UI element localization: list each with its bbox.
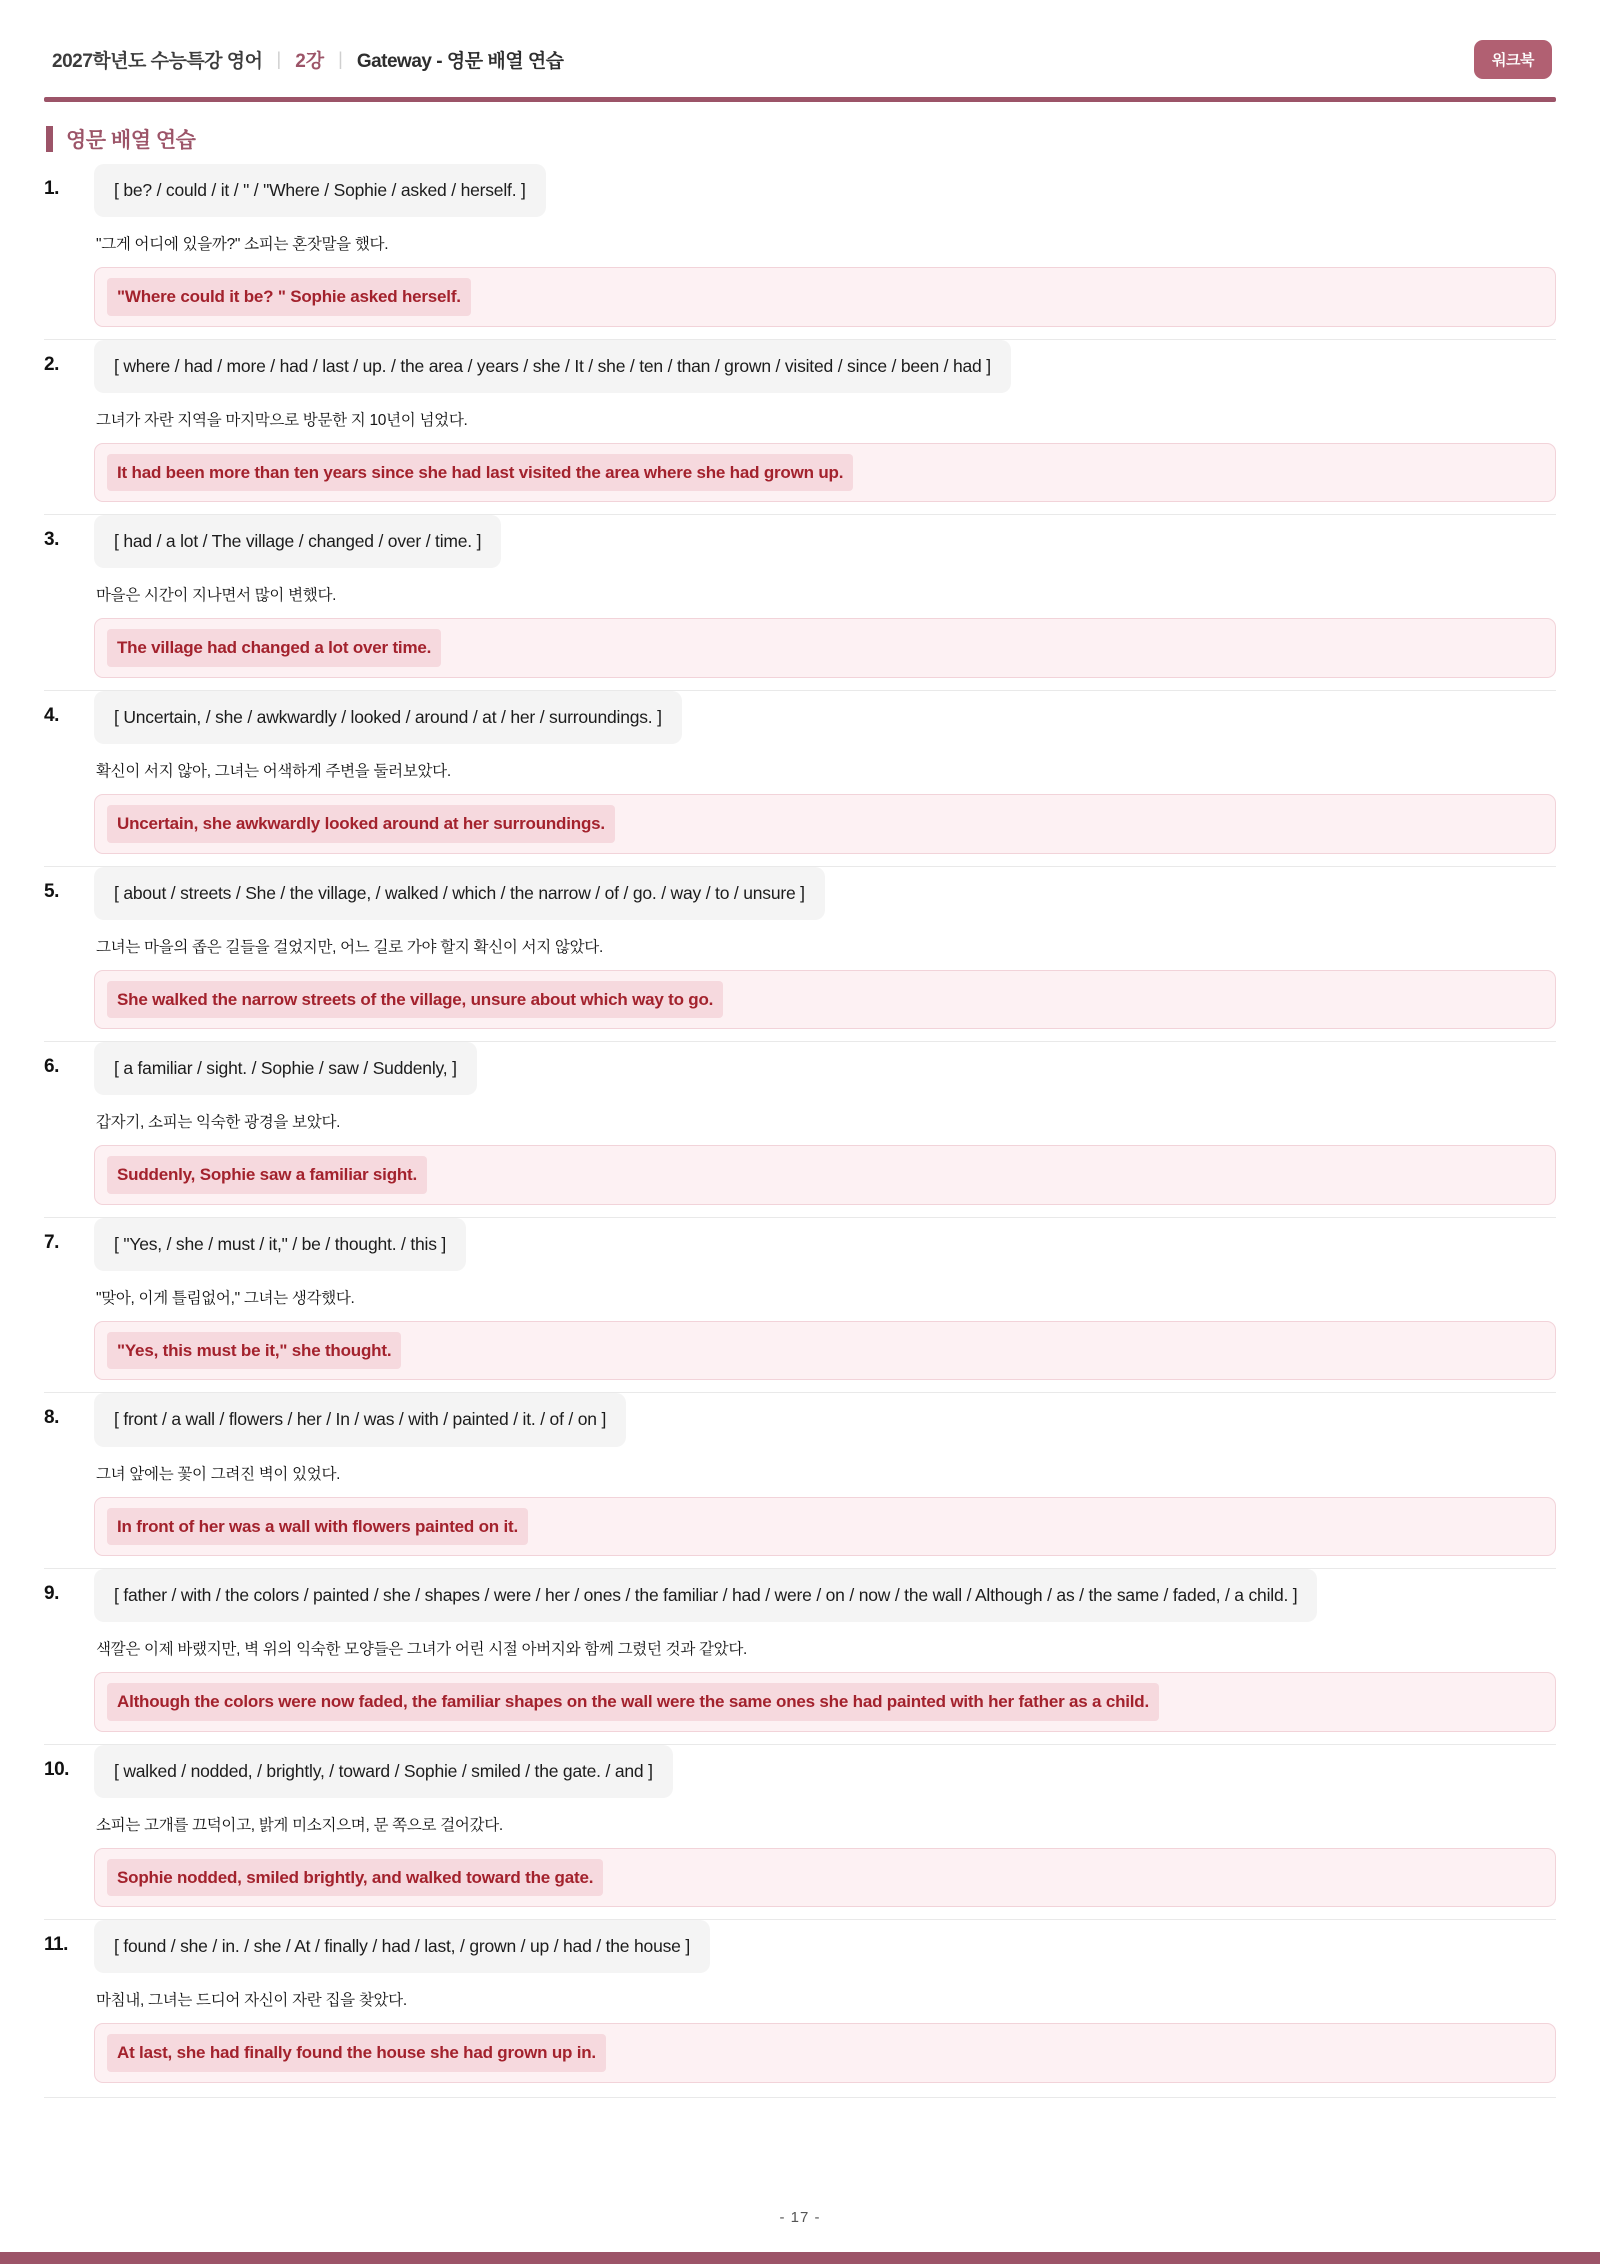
exercise-item	[44, 339, 1556, 515]
item-body	[94, 1569, 1556, 1732]
item-number: 8.	[44, 1407, 59, 1429]
header-divider: |	[276, 49, 282, 69]
answer-box	[94, 443, 1556, 503]
answer-box	[94, 267, 1556, 327]
korean-translation: 그녀 앞에는 꽃이 그려진 벽이 있었다.	[96, 1465, 341, 1483]
answer-box	[94, 970, 1556, 1030]
item-number: 6.	[44, 1056, 59, 1078]
korean-translation: 마을은 시간이 지나면서 많이 변했다.	[96, 587, 337, 605]
exercise-item	[44, 1568, 1556, 1744]
section-title: 영문 배열 연습	[66, 129, 196, 152]
answer-sentence: "Yes, this must be it," she thought.	[107, 1332, 401, 1370]
page-header	[44, 34, 1556, 97]
item-number: 10.	[44, 1758, 69, 1780]
scrambled-words-box: [ "Yes, / she / must / it," / be / thought. / this ]	[94, 1218, 466, 1271]
item-body	[94, 1393, 1556, 1556]
item-body	[94, 1745, 1556, 1908]
exercise-item	[44, 1217, 1556, 1393]
course-title: 2027학년도 수능특강 영어	[52, 51, 263, 72]
answer-sentence: At last, she had finally found the house she had grown up in.	[107, 2034, 606, 2072]
answer-box	[94, 1848, 1556, 1908]
scrambled-words-box: [ father / with / the colors / painted / she / shapes / were / her / ones / the familiar / had / were / on / now / the wall / Although / as / the same / faded, / a child. ]	[94, 1569, 1317, 1622]
item-body	[94, 164, 1556, 327]
scrambled-words-box: [ Uncertain, / she / awkwardly / looked / around / at / her / surroundings. ]	[94, 691, 682, 744]
answer-box	[94, 618, 1556, 678]
exercise-item	[44, 164, 1556, 339]
item-body	[94, 515, 1556, 678]
item-body	[94, 691, 1556, 854]
item-number: 2.	[44, 353, 59, 375]
exercise-item	[44, 1392, 1556, 1568]
item-body	[94, 867, 1556, 1030]
item-body	[94, 1218, 1556, 1381]
item-number: 9.	[44, 1583, 59, 1604]
scrambled-words-box: [ had / a lot / The village / changed / over / time. ]	[94, 515, 501, 568]
answer-sentence: In front of her was a wall with flowers painted on it.	[107, 1508, 528, 1546]
scrambled-words-box: [ front / a wall / flowers / her / In / was / with / painted / it. / of / on ]	[94, 1393, 626, 1446]
unit-title: Gateway - 영문 배열 연습	[356, 51, 564, 72]
korean-translation: 그녀가 자란 지역을 마지막으로 방문한 지 10년이 넘었다.	[96, 411, 468, 429]
scrambled-words-box: [ about / streets / She / the village, / walked / which / the narrow / of / go. / way / to / unsure ]	[94, 867, 825, 920]
scrambled-words-box: [ a familiar / sight. / Sophie / saw / Suddenly, ]	[94, 1042, 477, 1095]
section-accent-bar	[46, 126, 53, 152]
item-body	[94, 340, 1556, 503]
korean-translation: "그게 어디에 있을까?" 소피는 혼잣말을 했다.	[96, 236, 389, 254]
scrambled-words-box: [ found / she / in. / she / At / finally / had / last, / grown / up / had / the house ]	[94, 1920, 710, 1973]
korean-translation: 갑자기, 소피는 익숙한 광경을 보았다.	[96, 1114, 341, 1132]
end-rule	[44, 2097, 1556, 2098]
korean-translation: 그녀는 마을의 좁은 길들을 걸었지만, 어느 길로 가야 할지 확신이 서지 않았다.	[96, 938, 603, 956]
korean-translation: 마침내, 그녀는 드디어 자신이 자란 집을 찾았다.	[96, 1992, 407, 2010]
header-rule	[44, 97, 1556, 102]
answer-sentence: Uncertain, she awkwardly looked around at her surroundings.	[107, 805, 615, 843]
answer-box	[94, 1321, 1556, 1381]
header-divider: |	[338, 49, 343, 69]
item-number: 1.	[44, 178, 59, 199]
item-body	[94, 1042, 1556, 1205]
workbook-badge: 워크북	[1474, 40, 1552, 79]
korean-translation: 소피는 고개를 끄덕이고, 밝게 미소지으며, 문 쪽으로 걸어갔다.	[96, 1816, 503, 1834]
scrambled-words-box: [ where / had / more / had / last / up. / the area / years / she / It / she / ten / than / grown / visited / since / been / had ]	[94, 340, 1011, 393]
answer-box	[94, 1145, 1556, 1205]
answer-box	[94, 794, 1556, 854]
item-body	[94, 1920, 1556, 2083]
answer-sentence: "Where could it be? " Sophie asked herself.	[107, 278, 471, 316]
korean-translation: 색깔은 이제 바랬지만, 벽 위의 익숙한 모양들은 그녀가 어린 시절 아버지와 함께 그렸던 것과 같았다.	[96, 1641, 748, 1659]
answer-box	[94, 1672, 1556, 1732]
exercise-item	[44, 1919, 1556, 2095]
footer-accent-bar	[0, 2252, 1600, 2264]
exercise-item	[44, 1041, 1556, 1217]
exercise-item	[44, 514, 1556, 690]
answer-box	[94, 1497, 1556, 1557]
korean-translation: 확신이 서지 않아, 그녀는 어색하게 주변을 둘러보았다.	[96, 763, 451, 780]
answer-sentence: Sophie nodded, smiled brightly, and walked toward the gate.	[107, 1859, 603, 1897]
item-number: 11.	[44, 1934, 68, 1956]
answer-sentence: It had been more than ten years since she had last visited the area where she had grown up.	[107, 454, 853, 492]
answer-box	[94, 2023, 1556, 2083]
answer-sentence: She walked the narrow streets of the village, unsure about which way to go.	[107, 981, 723, 1019]
exercise-item	[44, 866, 1556, 1042]
answer-sentence: The village had changed a lot over time.	[107, 629, 441, 667]
item-number: 3.	[44, 529, 59, 551]
exercise-item	[44, 690, 1556, 866]
answer-sentence: Although the colors were now faded, the familiar shapes on the wall were the same ones she had painted with her father as a child.	[107, 1683, 1159, 1721]
page-number: - 17 -	[779, 2209, 821, 2226]
item-number: 7.	[44, 1231, 59, 1253]
item-number: 5.	[44, 880, 59, 902]
scrambled-words-box: [ be? / could / it / " / "Where / Sophie / asked / herself. ]	[94, 164, 546, 217]
lesson-number: 2강	[295, 51, 325, 72]
exercise-list	[44, 164, 1556, 2095]
section-heading	[46, 124, 1556, 154]
scrambled-words-box: [ walked / nodded, / brightly, / toward / Sophie / smiled / the gate. / and ]	[94, 1745, 673, 1798]
exercise-item	[44, 1744, 1556, 1920]
korean-translation: "맞아, 이게 틀림없어," 그녀는 생각했다.	[96, 1289, 355, 1307]
item-number: 4.	[44, 704, 59, 726]
answer-sentence: Suddenly, Sophie saw a familiar sight.	[107, 1156, 427, 1194]
